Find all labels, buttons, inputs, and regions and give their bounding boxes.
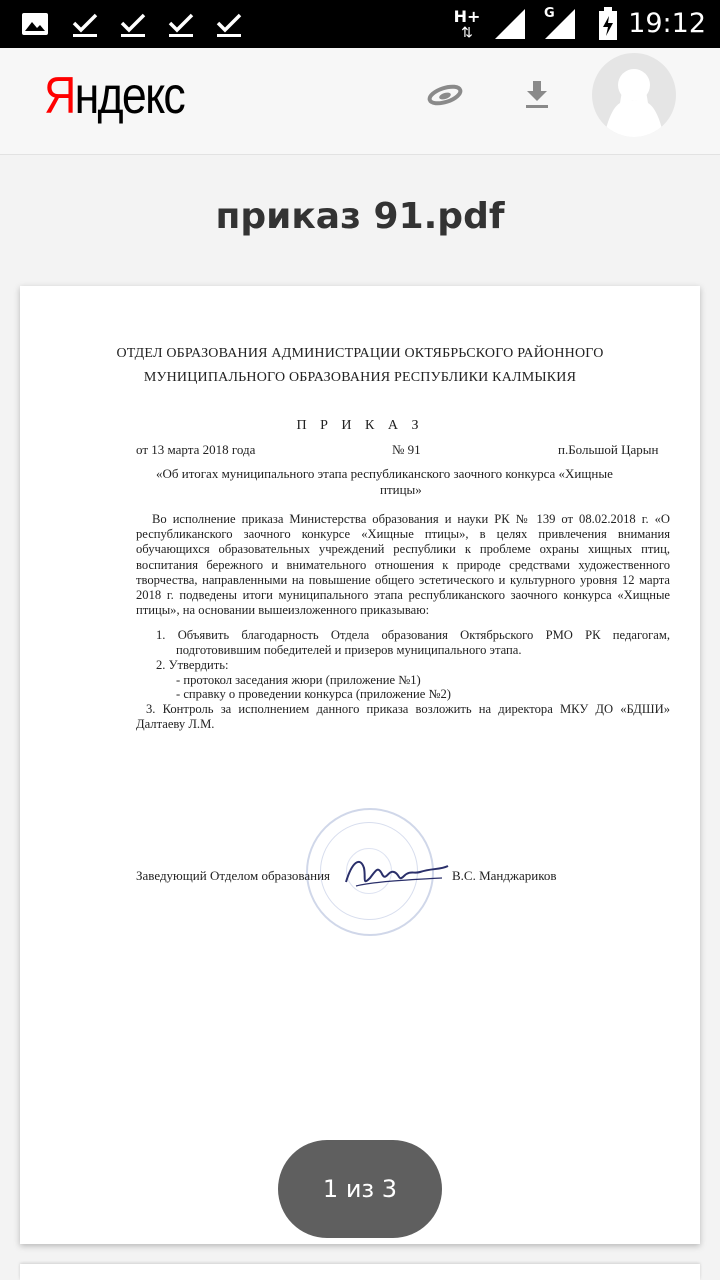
image-icon <box>20 0 50 48</box>
doc-signature-title: Заведующий Отделом образования <box>136 868 331 883</box>
doc-body-line: птицы», на основании вышеизложенного приказываю: <box>136 603 430 618</box>
doc-item-1-line-1: 1. Объявить благодарность Отдела образования Октябрьского РМО РК педагогам, <box>156 628 670 642</box>
hplus-network-icon: H+ ⇅ <box>453 7 481 40</box>
document-page[interactable] <box>20 286 700 1244</box>
doc-org-line-2: МУНИЦИПАЛЬНОГО ОБРАЗОВАНИЯ РЕСПУБЛИКИ КАЛМЫКИЯ <box>143 370 577 385</box>
app-header <box>0 48 720 155</box>
doc-subject-line-1: «Об итогах муниципального этапа республиканского заочного конкурса «Хищные <box>156 466 613 481</box>
user-avatar[interactable] <box>592 53 676 137</box>
next-document-page[interactable] <box>20 1264 700 1280</box>
download-button[interactable] <box>512 72 562 118</box>
download-icon <box>524 81 550 109</box>
doc-item-1-line-2: подготовившим победителей и призеров муниципального этапа. <box>176 643 522 657</box>
check-icon <box>70 0 100 48</box>
doc-order-heading: П Р И К А З <box>296 418 424 433</box>
check-icon <box>166 0 196 48</box>
doc-signature-name: В.С. Манджариков <box>452 868 557 883</box>
doc-item-2-a: - протокол заседания жюри (приложение №1) <box>176 673 421 687</box>
signal-g-icon <box>542 0 578 48</box>
doc-item-3-line-2: Далтаеву Л.М. <box>136 717 215 731</box>
doc-number: № 91 <box>392 442 421 457</box>
doc-body <box>136 512 670 618</box>
check-icon <box>214 0 244 48</box>
doc-place: п.Большой Царын <box>558 442 659 457</box>
logo-first-letter: Я <box>44 67 75 125</box>
page-counter: 1 из 3 <box>278 1140 442 1238</box>
doc-body-line: творчества, направленными на повышение общего эстетического и культурного уровня 12 марта <box>136 572 670 587</box>
doc-body-line: республиканского заочного конкурсе «Хищные птицы», в целях привлечения внимания <box>136 527 670 542</box>
doc-item-2: 2. Утвердить: <box>156 658 229 672</box>
doc-item-3-line-1: 3. Контроль за исполнением данного приказа возложить на директора МКУ ДО «БДШИ» <box>146 702 670 716</box>
network-type-label: H+ <box>453 7 481 26</box>
clock: 19:12 <box>628 8 706 39</box>
doc-body-line: воспитания бережного и внимательного отношения к природе средствами художественного <box>136 557 670 572</box>
file-title: приказ 91.pdf <box>215 196 505 237</box>
status-bar <box>0 0 720 48</box>
logo-rest: ндекс <box>74 67 185 125</box>
doc-body-line: обучающихся образовательных учреждений республики к проблеме охраны хищных птиц, <box>136 542 670 557</box>
network-g-label: G <box>544 6 555 21</box>
signal-icon <box>492 0 528 48</box>
battery-charging-icon <box>596 0 620 48</box>
doc-date: от 13 марта 2018 года <box>136 442 256 457</box>
doc-item-2-b: - справку о проведении конкурса (приложение №2) <box>176 687 451 701</box>
doc-org-line-1: ОТДЕЛ ОБРАЗОВАНИЯ АДМИНИСТРАЦИИ ОКТЯБРЬСКОГО РАЙОННОГО <box>116 346 604 361</box>
save-to-disk-icon <box>427 84 463 106</box>
save-to-disk-button[interactable] <box>420 72 470 118</box>
doc-body-line: Во исполнение приказа Министерства образования и науки РК № 139 от 08.02.2018 г. «О <box>152 512 670 526</box>
doc-body-line: 2018 г. подведены итоги муниципального этапа республиканского заочного конкурса «Хищные <box>136 588 670 603</box>
check-icon <box>118 0 148 48</box>
doc-subject-line-2: птицы» <box>380 482 422 497</box>
handwritten-signature <box>342 852 452 892</box>
avatar-silhouette-icon <box>592 53 676 137</box>
yandex-logo[interactable] <box>44 66 184 126</box>
